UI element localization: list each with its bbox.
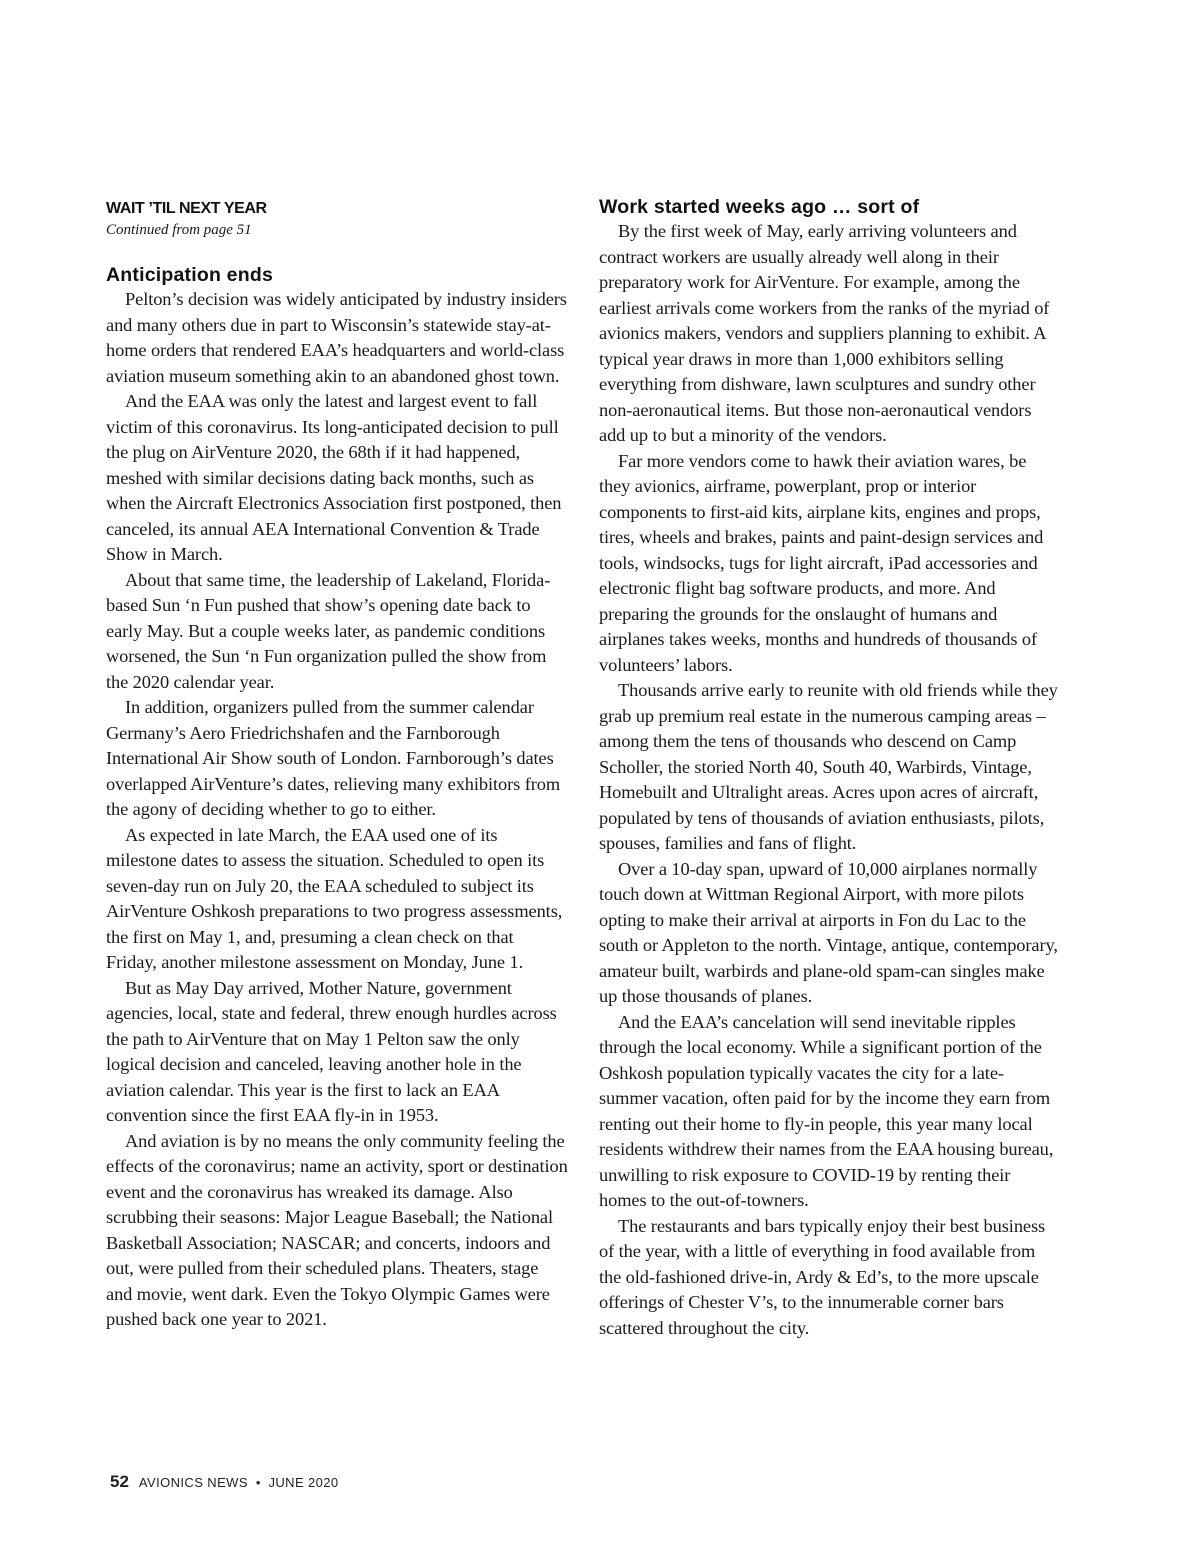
subhead-anticipation: Anticipation ends: [106, 264, 273, 286]
body-paragraph: But as May Day arrived, Mother Nature, government agencies, local, state and federal, threw enough hurdles across the path to AirVenture that on May 1 Pelton saw the only logical decision and canceled, leaving another hole in the aviation calendar. This year is the first to lack an EAA convention since the first EAA fly-in in 1953.: [106, 977, 557, 1125]
left-column: [106, 195, 568, 1333]
body-paragraph: The restaurants and bars typically enjoy their best business of the year, with a little of everything in food available from the old-fashioned drive-in, Ardy & Ed’s, to the more upscale offerings of Chester V’s, to the innumerable corner bars scattered throughout the city.: [599, 1215, 1046, 1338]
publication-name: AVIONICS NEWS: [138, 1475, 248, 1490]
body-paragraph: As expected in late March, the EAA used one of its milestone dates to assess the situation. Scheduled to open its seven-day run on July 20, the EAA scheduled to subject its AirVenture Oshkosh preparations to two progress assessments, the first on May 1, and, presuming a clean check on that Friday, another milestone assessment on Monday, June 1.: [106, 824, 563, 972]
right-column: [599, 195, 1061, 1341]
body-paragraph: In addition, organizers pulled from the summer calendar Germany’s Aero Friedrichshafen and the Farnborough International Air Show south of London. Farnborough’s dates overlapped AirVenture’s dates, relieving many exhibitors from the agony of deciding whether to go to either.: [106, 697, 561, 819]
body-paragraph: Pelton’s decision was widely anticipated by industry insiders and many others due in part to Wisconsin’s statewide stay-at-home orders that rendered EAA’s headquarters and world-class aviation museum something akin to an abandoned ghost town.: [106, 289, 567, 386]
body-paragraph: And the EAA’s cancelation will send inevitable ripples through the local economy. While a significant portion of the Oshkosh population typically vacates the city for a late-summer vacation, often paid for by the income they earn from renting out their home to fly-in people, this year many local residents withdrew their names from the EAA housing bureau, unwilling to risk exposure to COVID-19 by renting their homes to the out-of-towners.: [599, 1011, 1054, 1210]
page-number: 52: [110, 1472, 129, 1491]
body-paragraph: And aviation is by no means the only community feeling the effects of the coronavirus; name an activity, sport or destination event and the coronavirus has wreaked its damage. Also scrubbing their seasons: Major League Baseball; the National Basketball Association; NASCAR; and concerts, indoors and out, were pulled from their scheduled plans. Theaters, stage and movie, went dark. Even the Tokyo Olympic Games were pushed back one year to 2021.: [106, 1130, 568, 1329]
body-paragraph: Thousands arrive early to reunite with old friends while they grab up premium real estate in the numerous camping areas – among them the tens of thousands who descend on Camp Scholler, the storied North 40, South 40, Warbirds, Vintage, Homebuilt and Ultralight areas. Acres upon acres of aircraft, populated by tens of thousands of aviation enthusiasts, pilots, spouses, families and fans of flight.: [599, 680, 1058, 853]
section-kicker: WAIT ’TIL NEXT YEAR: [106, 200, 267, 217]
subhead-work-started: Work started weeks ago … sort of: [599, 196, 920, 218]
body-paragraph: And the EAA was only the latest and largest event to fall victim of this coronavirus. Its long-anticipated decision to pull the plug on AirVenture 2020, the 68th if it had happened, meshed with similar decisions dating back months, such as when the Aircraft Electronics Association first postponed, then canceled, its annual AEA International Convention & Trade Show in March.: [106, 391, 562, 564]
body-paragraph: Far more vendors come to hawk their aviation wares, be they avionics, airframe, powerplant, prop or interior components to first-aid kits, airplane kits, engines and props, tires, wheels and brakes, paints and paint-design services and tools, windsocks, tugs for light aircraft, iPad accessories and electronic flight bag software products, and more. And preparing the grounds for the onslaught of humans and airplanes takes weeks, months and hundreds of thousands of volunteers’ labors.: [599, 450, 1044, 675]
body-paragraph: By the first week of May, early arriving volunteers and contract workers are usually already well along in their preparatory work for AirVenture. For example, among the earliest arrivals come workers from the ranks of the myriad of avionics makers, vendors and suppliers planning to exhibit. A typical year draws in more than 1,000 exhibitors selling everything from dishware, lawn sculptures and sundry other non-aeronautical items. But those non-aeronautical vendors add up to but a minority of the vendors.: [599, 221, 1050, 445]
issue-date: JUNE 2020: [268, 1475, 339, 1490]
continued-note: Continued from page 51: [106, 222, 252, 238]
body-paragraph: About that same time, the leadership of Lakeland, Florida-based Sun ‘n Fun pushed that show’s opening date back to early May. But a couple weeks later, as pandemic conditions worsened, the Sun ‘n Fun organization pulled the show from the 2020 calendar year.: [106, 569, 551, 692]
page-footer: [110, 1472, 339, 1492]
body-paragraph: Over a 10-day span, upward of 10,000 airplanes normally touch down at Wittman Regional Airport, with more pilots opting to make their arrival at airports in Fon du Lac to the south or Appleton to the north. Vintage, antique, contemporary, amateur built, warbirds and plane-old spam-can singles make up those thousands of planes.: [599, 858, 1058, 1006]
footer-separator: •: [255, 1475, 261, 1490]
